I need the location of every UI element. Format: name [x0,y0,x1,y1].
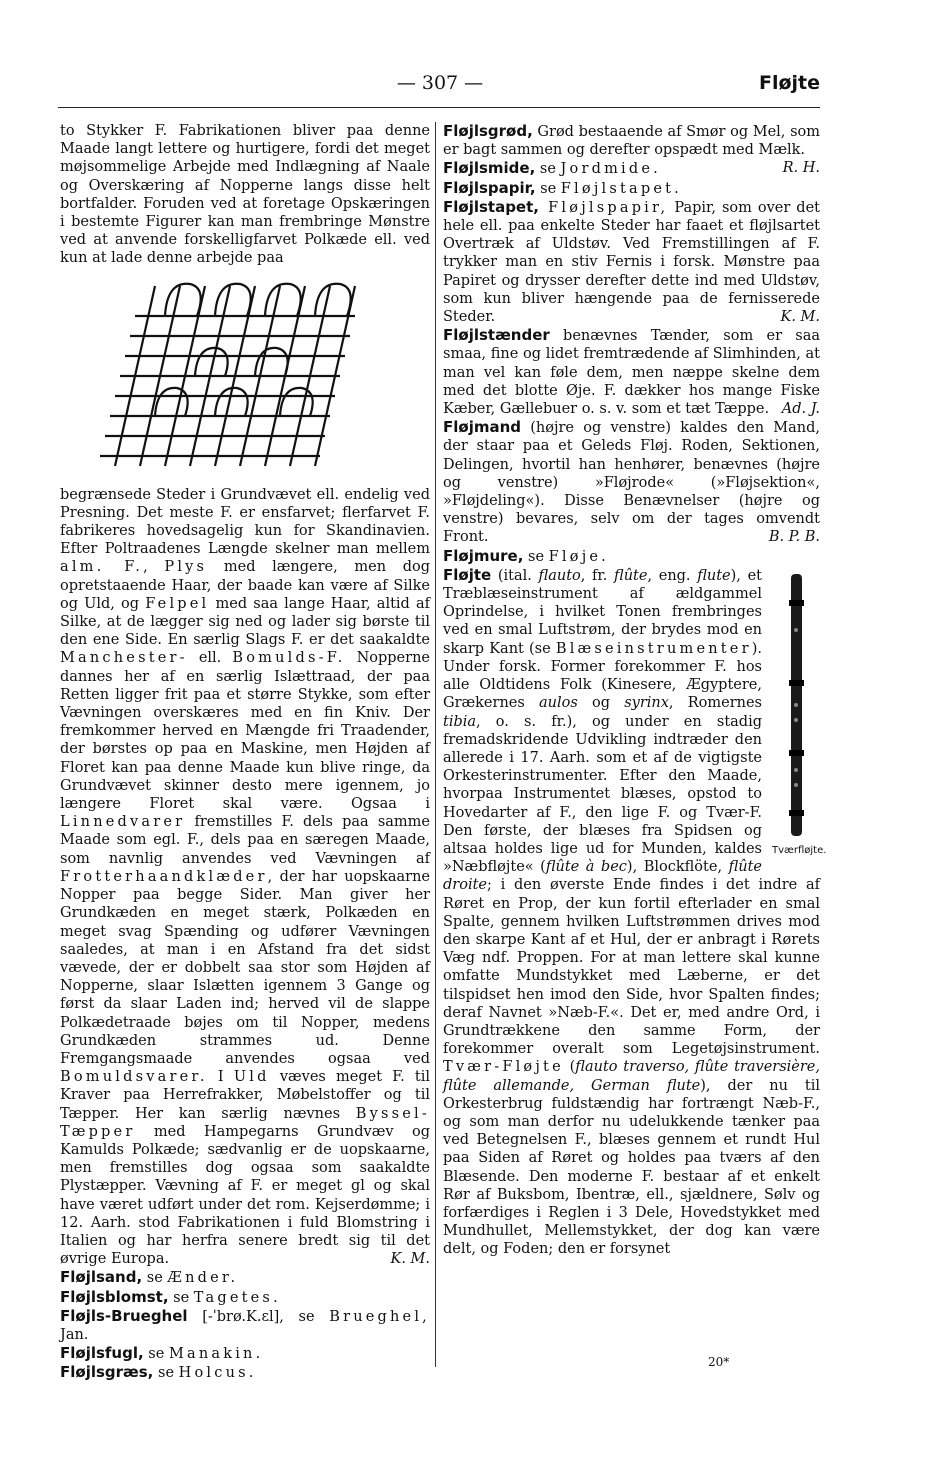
column-divider [435,122,436,1367]
entry-flojlsgraes: Fløjlsgræs, se Holcus. [60,1363,257,1382]
right-column [443,122,827,1259]
header-rule [58,107,820,108]
entry-flojlsblomst: Fløjlsblomst, se Tagetes. [60,1287,281,1306]
entry-flojlspapir: Fløjlspapir, se Fløjlstapet. [443,178,682,197]
left-column [60,122,430,1383]
entry-flojlsfugl: Fløjlsfugl, se Manakin. [60,1344,264,1363]
flute-illustration [772,570,820,840]
velvet-weave-figure [95,276,395,476]
entry-flojte: Fløjte (ital. flauto, fr. flûte, eng. flute), et Træblæseinstrument af ældgammel Oprindelse, i hvilket Tonen frembringes ved en smal Luftstrøm, der brydes mod en skarp Kant (se Blæseinstrumenter). Under forsk. Former forekommer F. hos alle Oldtidens Folk (Kinesere, Ægyptere, Grækernes aulos og syrinx, Romernes tibia, o. s. fr.), og under en stadig fremadskridende Udvikling indtræder den allerede i 17. Aarh. som et af de vigtigste Orkesterinstrumenter. Efter den Maade, hvorpaa Instrumentet blæses, opstod to Hovedarter af F., den lige F. og Tvær-F. Den første, der blæses fra Spidsen og altsaa holdes lige ud for Munden, kaldes »Næbfløjte« (flûte à bec), Blockflöte, flûte droite; i den øverste Ende findes i det indre af Røret en Prop, der kun fortil efterlader en smal Spalte, gennem hvilken Luftstrømmen drives mod den skarpe Kant af et Hul, der er anbragt i Rørets Væg ndf. Proppen. For at man lettere skal kunne omfatte Mundstykket med Læberne, er det tilspidset hen imod den Side, hvor Spalten findes; deraf Navnet »Næb-F.«. Det er, med andre Ord, i Grundtrækkene den samme Form, der forekommer overalt som Legetøjsinstrument. Tvær-Fløjte (flauto traverso, flûte traversière, flûte allemande, German flute), der nu til Orkesterbrug fuldstændig har fortrængt Næb-F., og som man derfor nu udelukkende tænker paa ved Betegnelsen F., blæses gennem et rundt Hul paa Siden af Røret og holdes paa tværs af den Blæsende. Den moderne F. bestaar af et enkelt Rør af Buksbom, Ibentræ, ell., sjældnere, Sølv og forfærdiges i Reglen i 3 Dele, Hovedstykket med Mundhullet, Mellemstykket, der dog kan være delt, og Foden; den er forsynet [443,565,820,1258]
weave-illustration [95,276,395,476]
entry-flojmure: Fløjmure, se Fløje. [443,546,609,565]
flute-figure [772,570,827,870]
entry-flojls-brueghel: Fløjls-Brueghel [-ˈbrø.K.ɛl], se Brueghel, Jan. [60,1306,430,1343]
entry-flojlstaender: Fløjlstænder benævnes Tænder, som er saa smaa, fine og lidet fremtrædende af Slimhinden, at man vel kan føle dem, men næppe skelne dem med det blotte Øje. F. dækker hos mange Fiske Kæber, Gællebuer o. s. v. som et tæt Tæppe. Ad. J. [443,326,820,418]
entry-flojlstapet: Fløjlstapet, Fløjlspapir, Papir, som over det hele ell. paa enkelte Steder har faaet et fløjlsartet Overtræk af Uldstøv. Ved Fremstillingen af F. trykker man en stiv Fernis i forsk. Mønstre paa Papiret og drysser derefter dette ind med Uldstøv, som kun bliver hængende paa de fernisserede Steder. K. M. [443,197,820,326]
entry-flojlsgrod: Fløjlsgrød, Grød bestaaende af Smør og Mel, som er bagt sammen og derefter opspædt med Mælk. R. H. [443,122,820,177]
entry-flojlsand: Fløjlsand, se Ænder. [60,1268,239,1287]
author-signature: K. M. [390,1251,430,1268]
running-head: Fløjte [758,72,820,94]
flute-caption: Tværfløjte. [772,845,827,857]
entry-flojlsmide: Fløjlsmide, se Jordmide. [443,159,661,178]
paragraph-main: begrænsede Steder i Grundvævet ell. endelig ved Presning. Det meste F. er ensfarvet; flerfarvet F. fabrikeres hovedsagelig kun for Skandinavien. Efter Poltraadenes Længde skelner man mellem alm. F., Plys med længere, men dog opretstaaende Haar, der baade kan være af Silke og Uld, og Felpel med saa lange Haar, altid af Silke, at de lægger sig ned og lader sig børste til den ene Side. En særlig Slags F. er det saakaldte Manchester- ell. Bomulds-F. Nopperne dannes her af en særlig Islættraad, der paa Retten ligger frit paa et større Stykke, som efter Vævningen overskæres med en fin Kniv. Der fremkommer herved en Mængde fri Traadender, der børstes op paa en Maskine, men Højden af Floret kan paa denne Maade kun blive ringe, da Grundvævet skinner desto mere igennem, jo længere Floret skal være. Ogsaa i Linnedvarer fremstilles F. dels paa samme Maade som egl. F., dels paa en særegen Maade, som navnlig anvendes ved Vævningen af Frotterhaandklæder, der har uopskaarne Nopper paa begge Sider. Man giver her Grundkæden en meget stærk, Polkæden en meget svag Spænding og udfører Vævningen saaledes, at man i en Afstand fra det sidst vævede, der er dobbelt saa stor som Højden af Nopperne, slaar Islætten igennem 3 Gange og først da slaar Laden ind; herved vil de slappe Polkædetraade bøjes om til Nopper, medens Grundkæden strammes ud. Denne Fremgangsmaade anvendes ogsaa ved Bomuldsvarer. I Uld væves meget F. til Kraver paa Herrefrakker, Møbelstoffer og til Tæpper. Her kan særlig nævnes Byssel-Tæpper med Hampegarns Grundvæv og Kamulds Polkæde; sædvanlig er de uopskaarne, men fremstilles dog ogsaa som saakaldte Plystæpper. Vævning af F. er meget gl og skal have været udført under det rom. Kejserdømme; i 12. Aarh. stod Fabrikationen i fuld Blomstring i Italien og har herfra senere bredt sig til det øvrige Europa. K. M. [60,486,430,1268]
page-number: — 307 — [396,72,484,94]
paragraph-continued: to Stykker F. Fabrikationen bliver paa denne Maade langt lettere og hurtigere, fordi det meget møjsommelige Arbejde med Indlægning af Naale og Overskæring af Nopperne langs disse helt bortfalder. Foruden ved at foretage Opskæringen i bestemte Figurer kan man frembringe Mønstre ved at anvende forskelligfarvet Polkæde ell. ved kun at lade denne arbejde paa [60,123,430,267]
entry-flojmand: Fløjmand (højre og venstre) kaldes den Mand, der staar paa et Geleds Fløj. Roden, Sektionen, Delingen, hvortil han henhører, benævnes (højre og venstre) »Fløjrode« (»Fløjsektion«, »Fløjdeling«). Disse Benævnelser (højre og venstre) bevares, selv om der tages omvendt Front. B. P. B. [443,418,820,546]
signature-mark: 20* [708,1355,730,1369]
